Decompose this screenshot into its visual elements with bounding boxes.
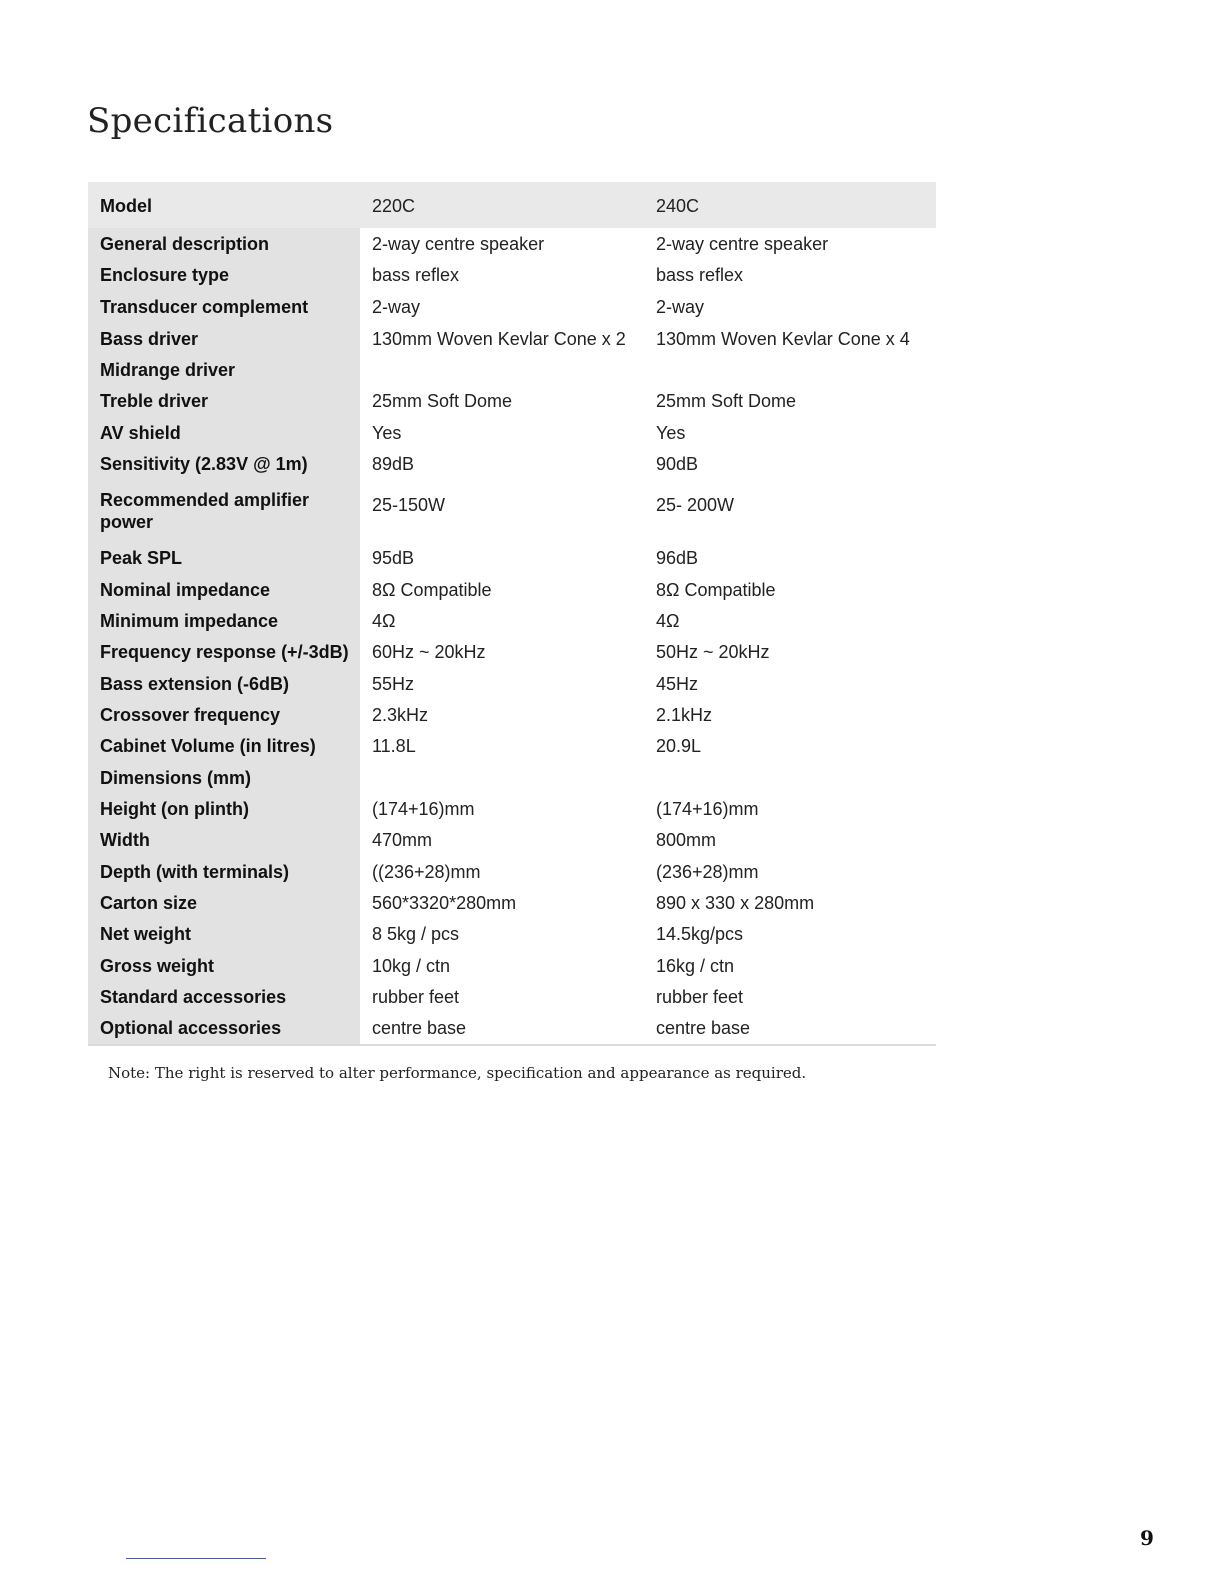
spec-value-220c: 130mm Woven Kevlar Cone x 2 bbox=[372, 329, 626, 349]
spec-value-240c: 25- 200W bbox=[656, 495, 735, 515]
spec-value-220c: 560*3320*280mm bbox=[372, 893, 517, 913]
spec-value-220c: 2-way bbox=[372, 297, 421, 317]
spec-value-220c: 25mm Soft Dome bbox=[372, 391, 513, 411]
spec-label: Dimensions (mm) bbox=[100, 768, 252, 788]
spec-value-240c: rubber feet bbox=[656, 987, 744, 1007]
spec-label: Crossover frequency bbox=[100, 705, 281, 725]
spec-value-240c: 4Ω bbox=[656, 611, 680, 631]
header-label: Model bbox=[100, 196, 152, 216]
spec-value-240c: 25mm Soft Dome bbox=[656, 391, 797, 411]
spec-value-220c: centre base bbox=[372, 1018, 467, 1038]
spec-value-220c: 11.8L bbox=[372, 736, 416, 756]
spec-value-240c: 50Hz ~ 20kHz bbox=[656, 642, 770, 662]
spec-value-220c: 470mm bbox=[372, 830, 433, 850]
header-model-240c: 240C bbox=[656, 196, 700, 216]
spec-label: Peak SPL bbox=[100, 548, 183, 568]
spec-label: Recommended amplifier power bbox=[100, 490, 310, 532]
spec-label: Gross weight bbox=[100, 956, 215, 976]
spec-value-240c: 45Hz bbox=[656, 674, 699, 694]
spec-label: Treble driver bbox=[100, 391, 209, 411]
spec-value-220c: 89dB bbox=[372, 454, 415, 474]
spec-value-220c: 4Ω bbox=[372, 611, 396, 631]
spec-label: Height (on plinth) bbox=[100, 799, 249, 819]
spec-label: Net weight bbox=[100, 924, 192, 944]
specifications-table bbox=[88, 182, 936, 1046]
spec-value-240c: Yes bbox=[656, 423, 686, 443]
page-title: Specifications bbox=[87, 101, 334, 141]
spec-value-240c: 96dB bbox=[656, 548, 699, 568]
spec-label: Standard accessories bbox=[100, 987, 287, 1007]
spec-value-240c: 800mm bbox=[656, 830, 717, 850]
spec-label: Cabinet Volume (in litres) bbox=[100, 736, 316, 756]
spec-value-240c: 2-way bbox=[656, 297, 705, 317]
table-bottom-divider bbox=[88, 1044, 936, 1046]
header-model-220c: 220C bbox=[372, 196, 416, 216]
spec-label: Minimum impedance bbox=[100, 611, 279, 631]
footer-rule bbox=[126, 1558, 266, 1559]
spec-label: Frequency response (+/-3dB) bbox=[100, 642, 349, 662]
spec-value-220c: 60Hz ~ 20kHz bbox=[372, 642, 486, 662]
spec-value-240c: (174+16)mm bbox=[656, 799, 759, 819]
spec-value-240c: (236+28)mm bbox=[656, 862, 759, 882]
spec-value-240c: 16kg / ctn bbox=[656, 956, 735, 976]
spec-value-240c: 90dB bbox=[656, 454, 699, 474]
page-number: 9 bbox=[1140, 1526, 1154, 1550]
spec-value-220c: 2.3kHz bbox=[372, 705, 429, 725]
spec-label: Nominal impedance bbox=[100, 580, 271, 600]
spec-value-220c: 2-way centre speaker bbox=[372, 234, 545, 254]
spec-value-240c: 2-way centre speaker bbox=[656, 234, 829, 254]
spec-value-220c: 95dB bbox=[372, 548, 415, 568]
spec-label: Optional accessories bbox=[100, 1018, 282, 1038]
spec-label: Enclosure type bbox=[100, 265, 230, 285]
disclaimer-note: Note: The right is reserved to alter performance, specification and appearance as required. bbox=[108, 1064, 807, 1082]
spec-value-220c: Yes bbox=[372, 423, 402, 443]
spec-value-240c: 8Ω Compatible bbox=[656, 580, 776, 600]
spec-label: General description bbox=[100, 234, 270, 254]
spec-label: Carton size bbox=[100, 893, 198, 913]
spec-value-220c: 55Hz bbox=[372, 674, 415, 694]
spec-value-220c: ((236+28)mm bbox=[372, 862, 481, 882]
spec-label: Sensitivity (2.83V @ 1m) bbox=[100, 454, 308, 474]
spec-value-220c: 10kg / ctn bbox=[372, 956, 451, 976]
spec-value-240c: 890 x 330 x 280mm bbox=[656, 893, 815, 913]
spec-value-240c: bass reflex bbox=[656, 265, 744, 285]
spec-value-220c: (174+16)mm bbox=[372, 799, 475, 819]
spec-value-220c: bass reflex bbox=[372, 265, 460, 285]
spec-value-240c: centre base bbox=[656, 1018, 751, 1038]
spec-label: Midrange driver bbox=[100, 360, 236, 380]
spec-label: Bass extension (-6dB) bbox=[100, 674, 290, 694]
spec-value-240c: 20.9L bbox=[656, 736, 702, 756]
spec-value-240c: 2.1kHz bbox=[656, 705, 713, 725]
spec-label: Depth (with terminals) bbox=[100, 862, 290, 882]
spec-label: Bass driver bbox=[100, 329, 199, 349]
spec-label: Transducer complement bbox=[100, 297, 309, 317]
spec-value-220c: 8 5kg / pcs bbox=[372, 924, 460, 944]
spec-label: Width bbox=[100, 830, 150, 850]
spec-value-220c: 25-150W bbox=[372, 495, 446, 515]
spec-value-240c: 130mm Woven Kevlar Cone x 4 bbox=[656, 329, 910, 349]
spec-label: AV shield bbox=[100, 423, 181, 443]
spec-value-220c: 8Ω Compatible bbox=[372, 580, 492, 600]
spec-value-220c: rubber feet bbox=[372, 987, 460, 1007]
spec-value-240c: 14.5kg/pcs bbox=[656, 924, 744, 944]
